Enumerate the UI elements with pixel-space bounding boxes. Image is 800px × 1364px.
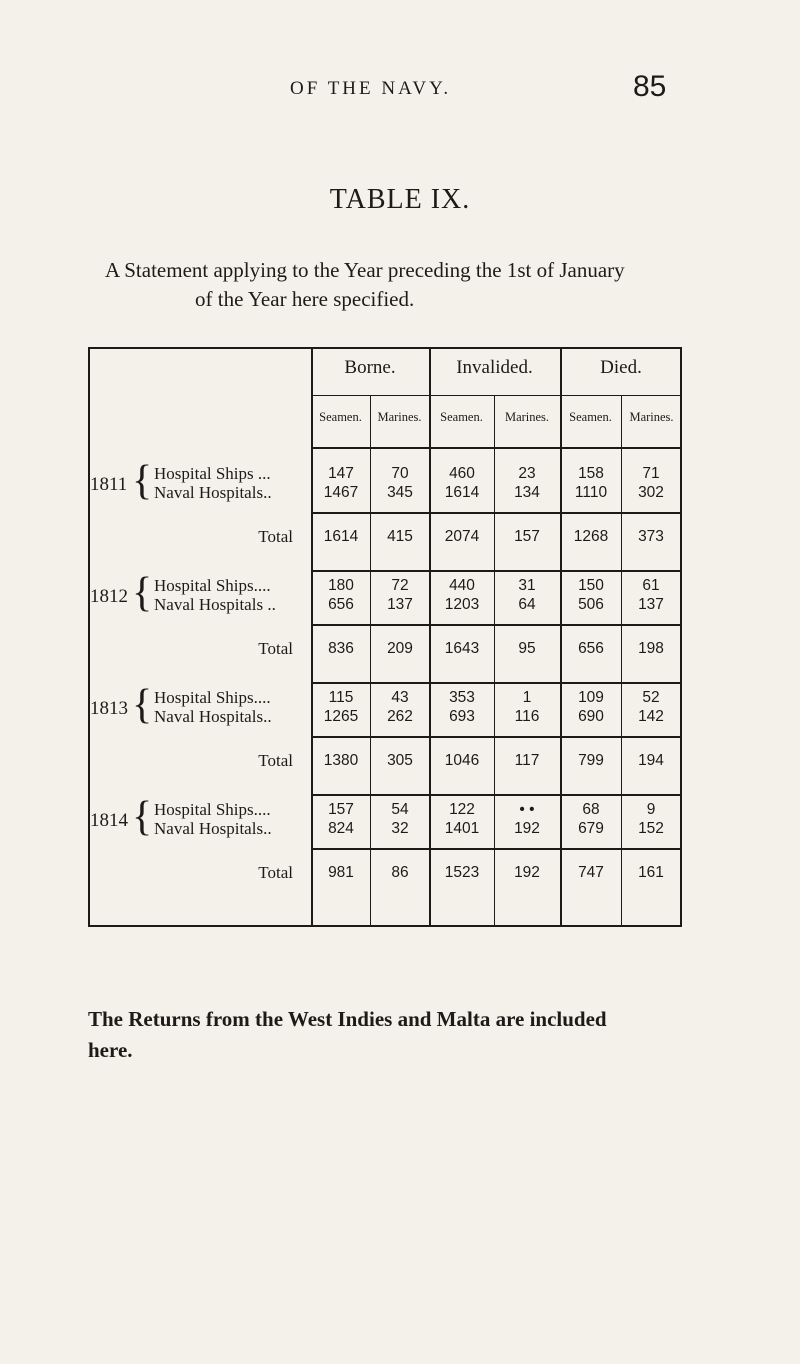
brace: { [132, 458, 153, 504]
total-cell: 1046 [444, 752, 480, 769]
year-label: 1813 [90, 698, 128, 719]
table-cell: 302 [638, 484, 664, 501]
running-head-title: OF THE NAVY. [290, 78, 452, 99]
total-cell: 194 [638, 752, 664, 769]
column-group-borne: Borne. [344, 357, 396, 378]
brace: { [132, 794, 153, 840]
subheader-invalided-marines: Marines. [504, 410, 550, 424]
total-cell: 157 [514, 528, 540, 545]
table-cell: 23 [518, 465, 536, 482]
total-cell: 209 [387, 640, 413, 657]
table-cell: 71 [642, 465, 660, 482]
table-cell: 693 [449, 708, 475, 725]
table-cell: 690 [578, 708, 604, 725]
table-cell: • • [519, 801, 535, 818]
table-cell: 54 [391, 801, 409, 818]
row-label: Hospital Ships.... [154, 576, 271, 595]
subheader-died-marines: Marines. [629, 410, 674, 424]
row-label: Hospital Ships.... [154, 688, 271, 707]
total-cell: 373 [638, 528, 664, 545]
table-title: TABLE IX. [329, 184, 471, 215]
table-cell: 52 [642, 689, 660, 706]
table-cell: 147 [328, 465, 354, 482]
total-label: Total [258, 863, 293, 882]
table-cell: 656 [328, 596, 354, 613]
total-cell: 981 [328, 864, 354, 881]
table-cell: 70 [391, 465, 409, 482]
table-cell: 1110 [574, 484, 608, 501]
total-cell: 799 [578, 752, 604, 769]
table-cell: 116 [514, 708, 540, 725]
footnote [88, 1004, 688, 1066]
table-cell: 1401 [444, 820, 480, 837]
footnote-line-2: here. [88, 1038, 133, 1062]
table-cell: 158 [578, 465, 604, 482]
table-cell: 64 [518, 596, 536, 613]
table-cell: 115 [328, 689, 354, 706]
block-rule [311, 570, 681, 572]
footnote-line-1: The Returns from the West Indies and Malta are included [88, 1007, 607, 1031]
statement-line-2: of the Year here specified. [195, 287, 415, 311]
table-cell: 353 [449, 689, 475, 706]
page-number: 85 [633, 70, 667, 103]
table-cell: 134 [514, 484, 540, 501]
total-cell: 1268 [573, 528, 609, 545]
brace: { [132, 682, 153, 728]
total-label: Total [258, 527, 293, 546]
total-rule [311, 512, 681, 514]
table-cell: 1203 [444, 596, 480, 613]
table-cell: 1467 [323, 484, 359, 501]
table-cell: 142 [638, 708, 664, 725]
block-rule [311, 682, 681, 684]
row-label: Naval Hospitals.. [154, 707, 272, 726]
total-rule [311, 848, 681, 850]
total-label: Total [258, 639, 293, 658]
table-cell: 679 [578, 820, 604, 837]
total-cell: 95 [518, 640, 536, 657]
table-cell: 61 [642, 577, 660, 594]
table-cell: 32 [391, 820, 409, 837]
subheader-invalided-seamen: Seamen. [440, 410, 483, 424]
total-cell: 1380 [323, 752, 359, 769]
table-cell: 157 [328, 801, 354, 818]
total-cell: 86 [391, 864, 409, 881]
table-cell: 1265 [323, 708, 359, 725]
year-label: 1814 [90, 810, 128, 831]
running-head [0, 72, 800, 112]
block-rule [311, 794, 681, 796]
year-label: 1811 [90, 474, 128, 495]
column-group-died: Died. [600, 357, 642, 378]
subheader-borne-marines: Marines. [377, 410, 422, 424]
table-cell: 72 [391, 577, 409, 594]
table-cell: 506 [578, 596, 604, 613]
total-cell: 198 [638, 640, 664, 657]
table-cell: 109 [578, 689, 604, 706]
total-cell: 2074 [444, 528, 480, 545]
total-cell: 117 [514, 752, 540, 769]
table-cell: 262 [387, 708, 413, 725]
table-cell: 180 [328, 577, 354, 594]
table-cell: 122 [449, 801, 475, 818]
total-rule [311, 624, 681, 626]
row-label: Naval Hospitals.. [154, 483, 272, 502]
total-cell: 192 [514, 864, 540, 881]
total-cell: 1523 [444, 864, 480, 881]
table-cell: 152 [638, 820, 664, 837]
table-cell: 137 [638, 596, 664, 613]
table-cell: 9 [646, 801, 656, 818]
total-cell: 1643 [444, 640, 480, 657]
total-cell: 161 [638, 864, 664, 881]
row-label: Naval Hospitals .. [154, 595, 276, 614]
table-cell: 460 [449, 465, 475, 482]
total-cell: 836 [328, 640, 354, 657]
subheader-borne-seamen: Seamen. [319, 410, 362, 424]
statement-line-1: A Statement applying to the Year preceding the 1st of January [105, 258, 625, 282]
total-cell: 656 [578, 640, 604, 657]
total-label: Total [258, 751, 293, 770]
row-label: Hospital Ships ... [154, 464, 271, 483]
table-cell: 440 [449, 577, 475, 594]
total-cell: 415 [387, 528, 413, 545]
subheader-died-seamen: Seamen. [569, 410, 612, 424]
table-cell: 345 [387, 484, 413, 501]
row-label: Naval Hospitals.. [154, 819, 272, 838]
table-cell: 150 [578, 577, 604, 594]
column-group-invalided: Invalided. [456, 357, 533, 378]
table-cell: 1 [522, 689, 532, 706]
year-label: 1812 [90, 586, 128, 607]
row-label: Hospital Ships.... [154, 800, 271, 819]
total-cell: 305 [387, 752, 413, 769]
table-cell: 824 [328, 820, 354, 837]
total-rule [311, 736, 681, 738]
statistics-table [88, 347, 682, 927]
table-cell: 68 [582, 801, 600, 818]
total-cell: 747 [578, 864, 604, 881]
table-cell: 31 [518, 577, 536, 594]
table-cell: 43 [391, 689, 409, 706]
table-statement [105, 256, 715, 314]
table-cell: 192 [514, 820, 540, 837]
table-cell: 1614 [444, 484, 480, 501]
total-cell: 1614 [323, 528, 359, 545]
table-cell: 137 [387, 596, 413, 613]
brace: { [132, 570, 153, 616]
